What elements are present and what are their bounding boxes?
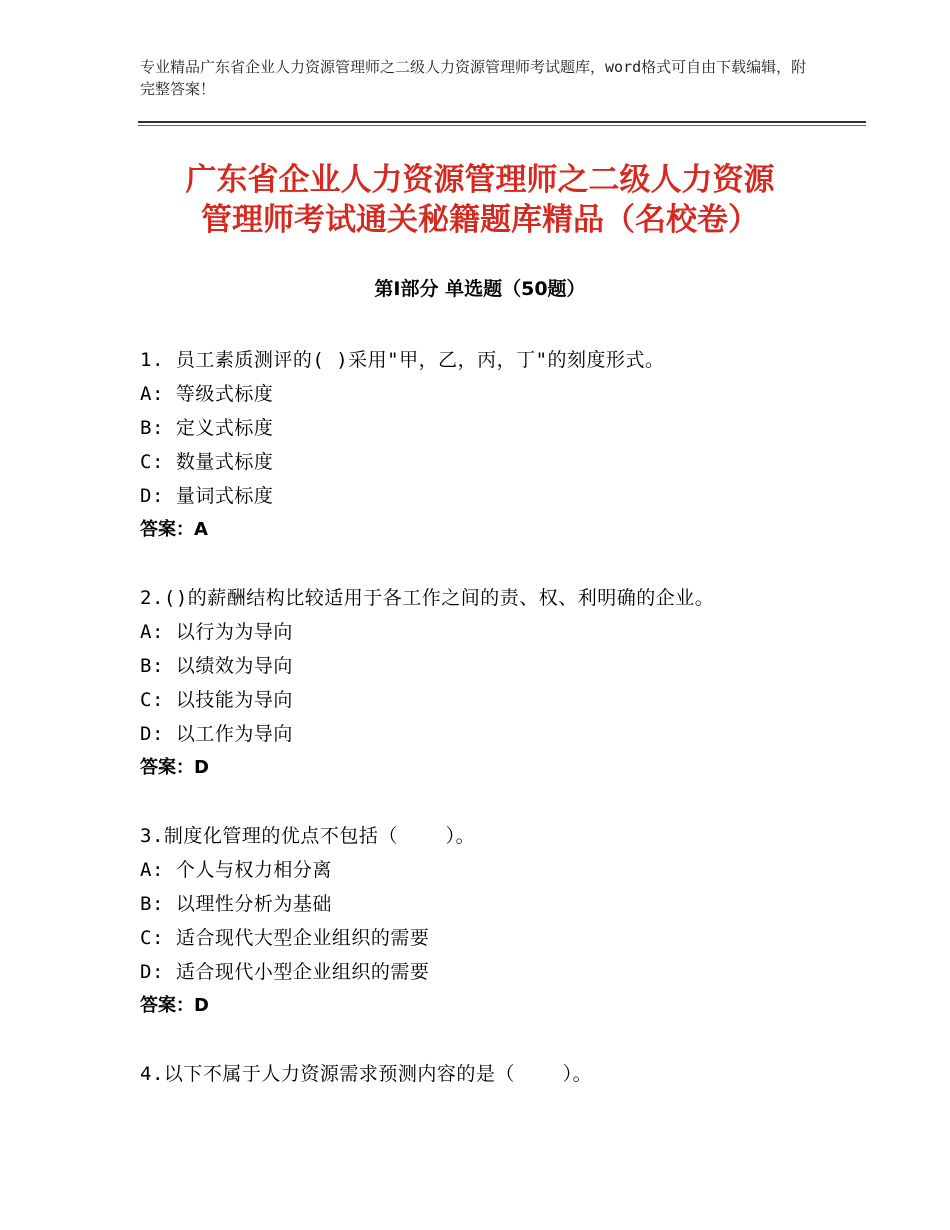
option-b: B: 以绩效为导向 xyxy=(140,655,293,677)
option-b: B: 以理性分析为基础 xyxy=(140,893,332,915)
question-stem: 4.以下不属于人力资源需求预测内容的是（ ）。 xyxy=(140,1063,593,1085)
question-2 xyxy=(140,581,840,785)
question-stem: 2.()的薪酬结构比较适用于各工作之间的责、权、利明确的企业。 xyxy=(140,587,715,609)
question-stem: 1. 员工素质测评的( )采用"甲，乙，丙，丁"的刻度形式。 xyxy=(140,349,665,371)
question-list xyxy=(140,343,840,1125)
option-c: C: 以技能为导向 xyxy=(140,689,293,711)
answer: 答案：D xyxy=(140,757,209,778)
header-rule-thick xyxy=(138,121,866,123)
question-3 xyxy=(140,819,840,1023)
option-a: A: 个人与权力相分离 xyxy=(140,859,332,881)
option-b: B: 定义式标度 xyxy=(140,417,274,439)
document-title-line-2: 管理师考试通关秘籍题库精品（名校卷） xyxy=(201,202,759,238)
document-title xyxy=(140,160,820,240)
answer: 答案：D xyxy=(140,995,209,1016)
header-rule-thin xyxy=(138,125,866,126)
option-c: C: 数量式标度 xyxy=(140,451,274,473)
option-a: A: 以行为为导向 xyxy=(140,621,293,643)
question-4 xyxy=(140,1057,840,1091)
document-title-line-1: 广东省企业人力资源管理师之二级人力资源 xyxy=(185,162,775,198)
option-a: A: 等级式标度 xyxy=(140,383,274,405)
question-stem: 3.制度化管理的优点不包括（ ）。 xyxy=(140,825,476,847)
question-1 xyxy=(140,343,840,547)
answer: 答案：A xyxy=(140,519,208,540)
header-note: 专业精品广东省企业人力资源管理师之二级人力资源管理师考试题库，word格式可自由下载编辑，附完整答案！ xyxy=(140,58,807,98)
option-d: D: 适合现代小型企业组织的需要 xyxy=(140,961,430,983)
option-d: D: 量词式标度 xyxy=(140,485,274,507)
option-d: D: 以工作为导向 xyxy=(140,723,293,745)
option-c: C: 适合现代大型企业组织的需要 xyxy=(140,927,430,949)
section-title: 第Ⅰ部分 单选题（50题） xyxy=(374,278,586,300)
